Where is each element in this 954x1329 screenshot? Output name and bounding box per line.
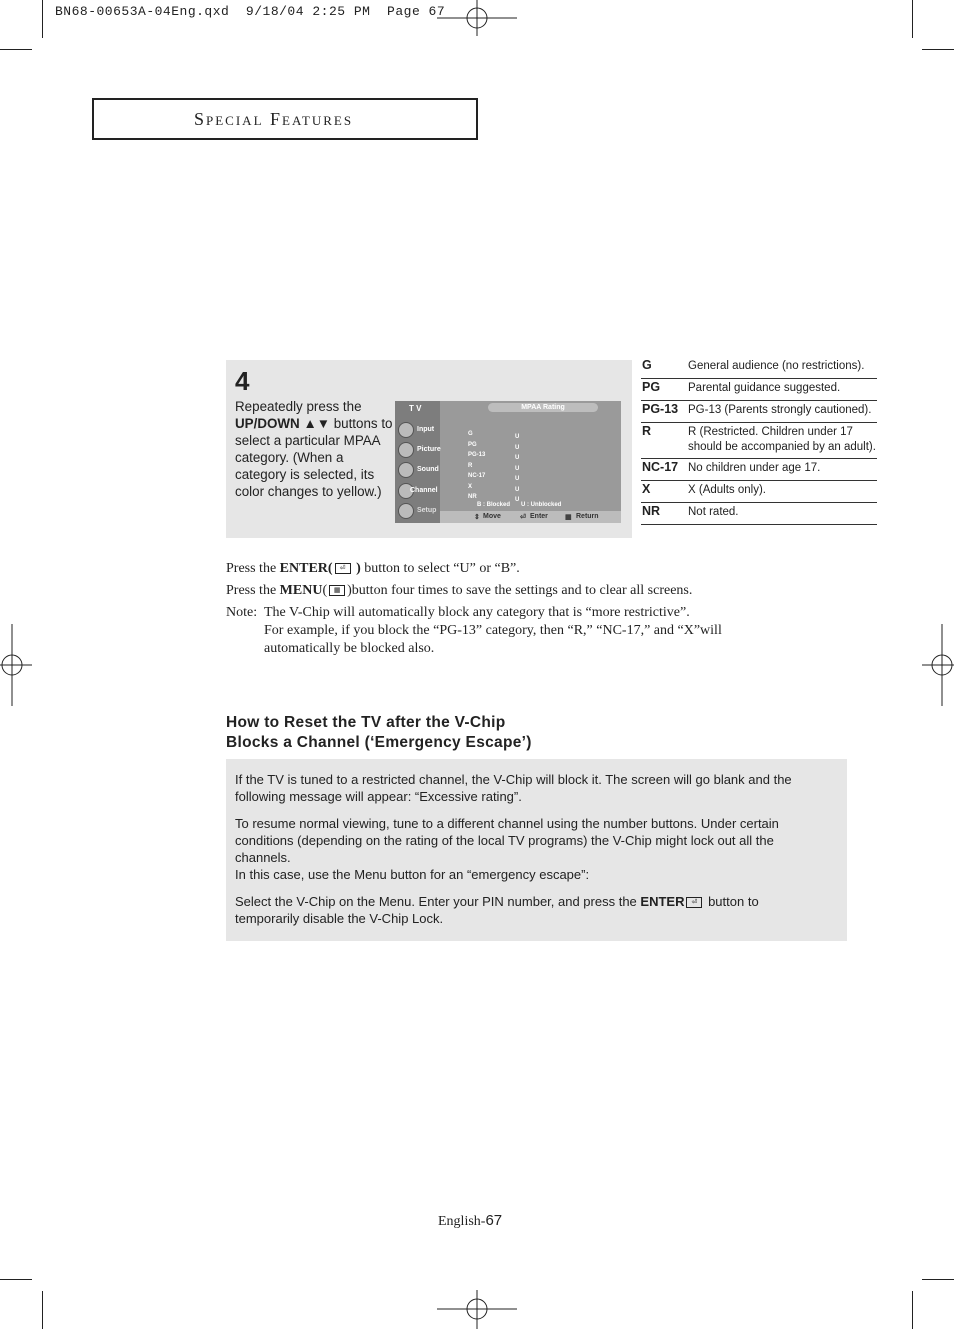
legend-row (641, 503, 877, 525)
paragraph: To resume normal viewing, tune to a different channel using the number buttons. Under certain conditions (depending on the rating of the local TV programs) the V-Chip might lock out all the channels. (235, 816, 779, 865)
registration-mark-left (0, 624, 34, 706)
tv-menu-title: MPAA Rating (521, 404, 565, 411)
emergency-escape-panel (226, 759, 847, 941)
tv-rating-value: U (515, 476, 520, 482)
tv-rating-item: G (468, 431, 473, 437)
tv-rating-value: U (515, 455, 520, 461)
crop-mark (42, 0, 43, 38)
crop-mark (912, 0, 913, 38)
crop-mark (0, 49, 32, 50)
legend-desc: Parental guidance suggested. (688, 382, 841, 394)
enter-icon: ⏎ (520, 514, 526, 521)
tv-rating-item: PG (468, 441, 477, 448)
up-down-arrows-icon: ▲▼ (303, 416, 330, 431)
file-slug: BN68-00653A-04Eng.qxd 9/18/04 2:25 PM Page 67 (55, 4, 446, 19)
step-text-part: Repeatedly press the (235, 399, 362, 414)
rating-legend-table (641, 357, 877, 525)
note-line: For example, if you block the “PG-13” category, then “R,” “NC-17,” and “X”will automatically be blocked also. (264, 623, 722, 656)
legend-desc: R (Restricted. Children under 17 should be accompanied by an adult). (688, 426, 876, 453)
note-label: Note: (226, 605, 258, 620)
legend-desc: No children under age 17. (688, 462, 821, 474)
instruction-text: Press the (226, 561, 280, 576)
emergency-escape-text (235, 771, 815, 937)
legend-row (641, 423, 877, 459)
enter-instruction (226, 560, 766, 578)
menu-icon: ▦ (329, 585, 345, 596)
section-header-box (92, 98, 478, 140)
legend-code: PG (642, 380, 661, 394)
paragraph (235, 893, 815, 927)
instructions-block (226, 560, 766, 658)
setup-icon (398, 503, 414, 519)
registration-mark-right (920, 624, 954, 706)
sound-icon (398, 462, 414, 478)
legend-desc: X (Adults only). (688, 484, 766, 496)
tv-nav-return: Return (576, 513, 599, 520)
enter-label: ENTER (640, 894, 685, 909)
legend-code: NC-17 (642, 460, 679, 474)
tv-rating-values (515, 432, 519, 506)
legend-row (641, 357, 877, 379)
step-text-part: buttons to select a particular MPAA category. (When a category is selected, its color changes to yellow.) (235, 416, 393, 499)
instruction-text: Press the (226, 583, 280, 598)
legend-desc: Not rated. (688, 506, 739, 518)
legend-row (641, 481, 877, 503)
tv-rating-item: PG-13 (468, 452, 486, 458)
menu-instruction: Press the MENU( ▦ )button four times to save the settings and to clear all screens. (226, 583, 693, 598)
tv-rating-value: U (515, 434, 520, 440)
page-footer (438, 1212, 502, 1230)
section-title: Special Features (194, 109, 354, 129)
registration-mark-top (437, 0, 517, 40)
page-number: 67 (485, 1212, 503, 1229)
crop-mark (42, 1291, 43, 1329)
tv-rating-item: NR (468, 494, 477, 500)
tv-menu-item-sound: Sound (417, 466, 439, 473)
note-body (264, 604, 766, 658)
legend-row (641, 379, 877, 401)
tv-menu-item-picture: Picture (417, 446, 441, 453)
legend-row (641, 401, 877, 423)
tv-rating-list (468, 429, 485, 503)
legend-code: R (642, 424, 652, 438)
legend-code: PG-13 (642, 402, 679, 416)
tv-rating-value: U (515, 497, 520, 503)
menu-icon: ▦ (565, 514, 572, 521)
tv-legend-blocked: B : Blocked (477, 502, 511, 508)
step-instructions (235, 398, 393, 500)
paragraph-text: Select the V-Chip on the Menu. Enter your PIN number, and press the (235, 894, 641, 909)
section-heading (226, 713, 532, 753)
legend-code: G (642, 358, 652, 372)
legend-code: X (642, 482, 651, 496)
tv-rating-value: U (515, 444, 520, 451)
legend-code: NR (642, 504, 661, 518)
tv-nav-enter: Enter (530, 513, 548, 520)
tv-menu-screenshot (395, 401, 621, 523)
legend-row (641, 459, 877, 481)
picture-icon (398, 442, 414, 458)
tv-rating-item: R (468, 462, 473, 469)
tv-menu-item-setup: Setup (417, 507, 437, 514)
registration-mark-bottom (437, 1290, 517, 1329)
tv-menu-item-input: Input (417, 426, 435, 433)
tv-rating-value: U (515, 486, 520, 493)
tv-legend-unblocked: U : Unblocked (521, 502, 562, 508)
step-text-bold: UP/DOWN (235, 416, 300, 431)
paragraph-text: button to temporarily disable the V-Chip Lock. (235, 894, 759, 926)
legend-desc: General audience (no restrictions). (688, 360, 865, 372)
crop-mark (0, 1279, 32, 1280)
note (226, 604, 766, 658)
crop-mark (912, 1291, 913, 1329)
tv-rating-item: NC-17 (468, 473, 486, 479)
step-panel (226, 360, 632, 538)
tv-source-label: T V (409, 404, 422, 413)
crop-mark (922, 1279, 954, 1280)
heading-line: How to Reset the TV after the V-Chip (226, 714, 506, 731)
enter-label: ENTER( (279, 561, 333, 576)
enter-icon: ⏎ (686, 897, 702, 908)
instruction-text: )button four times to save the settings and to clear all screens. (347, 583, 693, 598)
tv-nav-bar (440, 511, 621, 523)
tv-menu-title-bar (488, 403, 598, 412)
instruction-text: button to select “U” or “B”. (360, 561, 520, 576)
tv-rating-value: U (515, 465, 520, 472)
input-icon (398, 422, 414, 438)
footer-label: English- (438, 1214, 486, 1229)
enter-label-close: ) (352, 561, 361, 576)
legend-desc: PG-13 (Parents strongly cautioned). (688, 404, 872, 416)
enter-icon: ⏎ (335, 563, 351, 574)
tv-rating-item: X (468, 483, 473, 490)
tv-menu-item-channel: Channel (410, 487, 438, 494)
tv-nav-move: Move (483, 513, 501, 520)
step-number: 4 (235, 366, 250, 396)
paragraph: If the TV is tuned to a restricted channel, the V-Chip will block it. The screen will go blank and the following message will appear: “Excessive rating”. (235, 772, 792, 804)
paragraph: In this case, use the Menu button for an “emergency escape”: (235, 867, 590, 882)
move-icon: ⇕ (474, 514, 480, 521)
menu-label: MENU (279, 583, 323, 598)
heading-line: Blocks a Channel (‘Emergency Escape’) (226, 734, 532, 751)
crop-mark (922, 49, 954, 50)
note-line: The V-Chip will automatically block any category that is “more restrictive”. (264, 605, 690, 620)
